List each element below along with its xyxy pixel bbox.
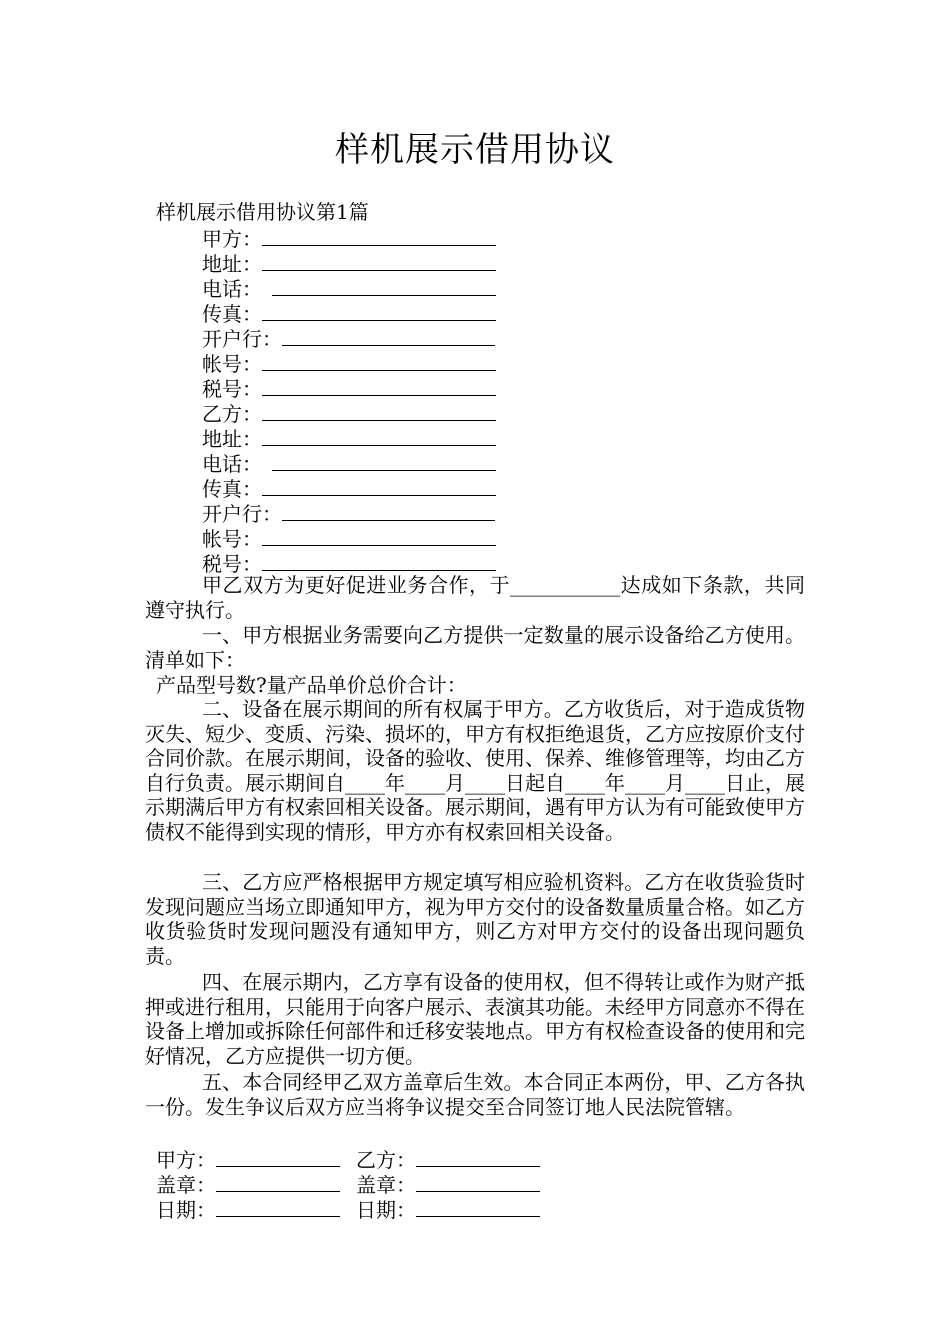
party-b-tax-blank [262, 550, 496, 571]
party-a-bank-field [202, 325, 495, 352]
party-a-fax-blank [262, 300, 496, 321]
party-b-bank-blank [282, 500, 495, 521]
signature-seal-a-blank [216, 1171, 340, 1192]
party-a-phone-field [202, 275, 496, 302]
signature-date-a-label: 日期： [156, 1198, 216, 1222]
party-b-bank-field [202, 500, 495, 527]
party-a-bank-label: 开户行： [202, 327, 282, 351]
party-a-label: 甲方： [202, 227, 262, 251]
party-b-account-blank [262, 525, 496, 546]
party-a-blank [262, 225, 496, 246]
signature-date-b-blank [416, 1196, 540, 1217]
document-subtitle: 样机展示借用协议第1篇 [156, 200, 369, 224]
party-b-field [202, 400, 496, 427]
party-a-fax-field [202, 300, 496, 327]
party-a-tax-field [202, 375, 496, 402]
party-a-phone-blank [272, 275, 496, 296]
signature-date-b [356, 1196, 540, 1223]
signature-party-a-label: 甲方： [156, 1148, 216, 1172]
signature-date-a [156, 1196, 340, 1223]
party-b-fax-label: 传真： [202, 477, 262, 501]
party-a-address-blank [262, 250, 496, 271]
party-a-phone-label: 电话： [202, 277, 262, 301]
signature-party-b-label: 乙方： [356, 1148, 416, 1172]
party-b-bank-label: 开户行： [202, 502, 282, 526]
party-b-phone-blank [272, 450, 496, 471]
party-a-bank-blank [282, 325, 495, 346]
signature-seal-b-blank [416, 1171, 540, 1192]
party-a-address-field [202, 250, 496, 277]
party-a-field [202, 225, 496, 252]
signature-seal-b-label: 盖章： [356, 1173, 416, 1197]
clause-3-paragraph: 三、乙方应严格根据甲方规定填写相应验机资料。乙方在收货验货时发现问题应当场立即通知甲方，视为甲方交付的设备数量质量合格。如乙方收货验货时发现问题没有通知甲方，则乙方对甲方交付的设备出现问题负责。 [145, 870, 805, 968]
party-a-fax-label: 传真： [202, 302, 262, 326]
signature-party-b [356, 1146, 540, 1173]
signature-seal-a [156, 1171, 340, 1198]
document-title: 样机展示借用协议 [335, 130, 615, 170]
signature-seal-a-label: 盖章： [156, 1173, 216, 1197]
party-a-tax-label: 税号： [202, 377, 262, 401]
party-a-account-label: 帐号： [202, 352, 262, 376]
party-b-address-label: 地址： [202, 427, 262, 451]
party-a-account-blank [262, 350, 496, 371]
party-b-fax-field [202, 475, 496, 502]
clause-4-paragraph: 四、在展示期内，乙方享有设备的使用权，但不得转让或作为财产抵押或进行租用，只能用于向客户展示、表演其功能。未经甲方同意亦不得在设备上增加或拆除任何部件和迁移安装地点。甲方有权检查设备的使用和完好情况，乙方应提供一切方便。 [145, 970, 805, 1068]
clause-1-paragraph: 一、甲方根据业务需要向乙方提供一定数量的展示设备给乙方使用。清单如下： [145, 623, 805, 672]
party-b-account-label: 帐号： [202, 527, 262, 551]
signature-date-a-blank [216, 1196, 340, 1217]
party-b-label: 乙方： [202, 402, 262, 426]
party-b-account-field [202, 525, 496, 552]
party-b-blank [262, 400, 496, 421]
clause-2-paragraph: 二、设备在展示期间的所有权属于甲方。乙方收货后，对于造成货物灭失、短少、变质、污染、损坏的，甲方有权拒绝退货，乙方应按原价支付合同价款。在展示期间，设备的验收、使用、保养、维修管理等，均由乙方自行负责。展示期间自____年____月____日起自____年____月____日止，展示期满后甲方有权索回相关设备。展示期间，遇有甲方认为有可能致使甲方债权不能得到实现的情形，甲方亦有权索回相关设备。 [145, 697, 805, 844]
party-b-tax-label: 税号： [202, 552, 262, 576]
party-a-address-label: 地址： [202, 252, 262, 276]
party-b-phone-field [202, 450, 496, 477]
signature-date-b-label: 日期： [356, 1198, 416, 1222]
signature-seal-b [356, 1171, 540, 1198]
signature-party-a [156, 1146, 340, 1173]
party-b-phone-label: 电话： [202, 452, 262, 476]
signature-party-b-blank [416, 1146, 540, 1167]
party-a-tax-blank [262, 375, 496, 396]
clause-5-paragraph: 五、本合同经甲乙双方盖章后生效。本合同正本两份，甲、乙方各执一份。发生争议后双方应当将争议提交至合同签订地人民法院管辖。 [145, 1070, 805, 1119]
product-list-header: 产品型号数?量产品单价总价合计： [156, 673, 467, 697]
party-b-fax-blank [262, 475, 496, 496]
party-b-address-blank [262, 425, 496, 446]
party-b-address-field [202, 425, 496, 452]
party-a-account-field [202, 350, 496, 377]
intro-paragraph: 甲乙双方为更好促进业务合作，于___________达成如下条款，共同遵守执行。 [145, 573, 805, 622]
signature-party-a-blank [216, 1146, 340, 1167]
